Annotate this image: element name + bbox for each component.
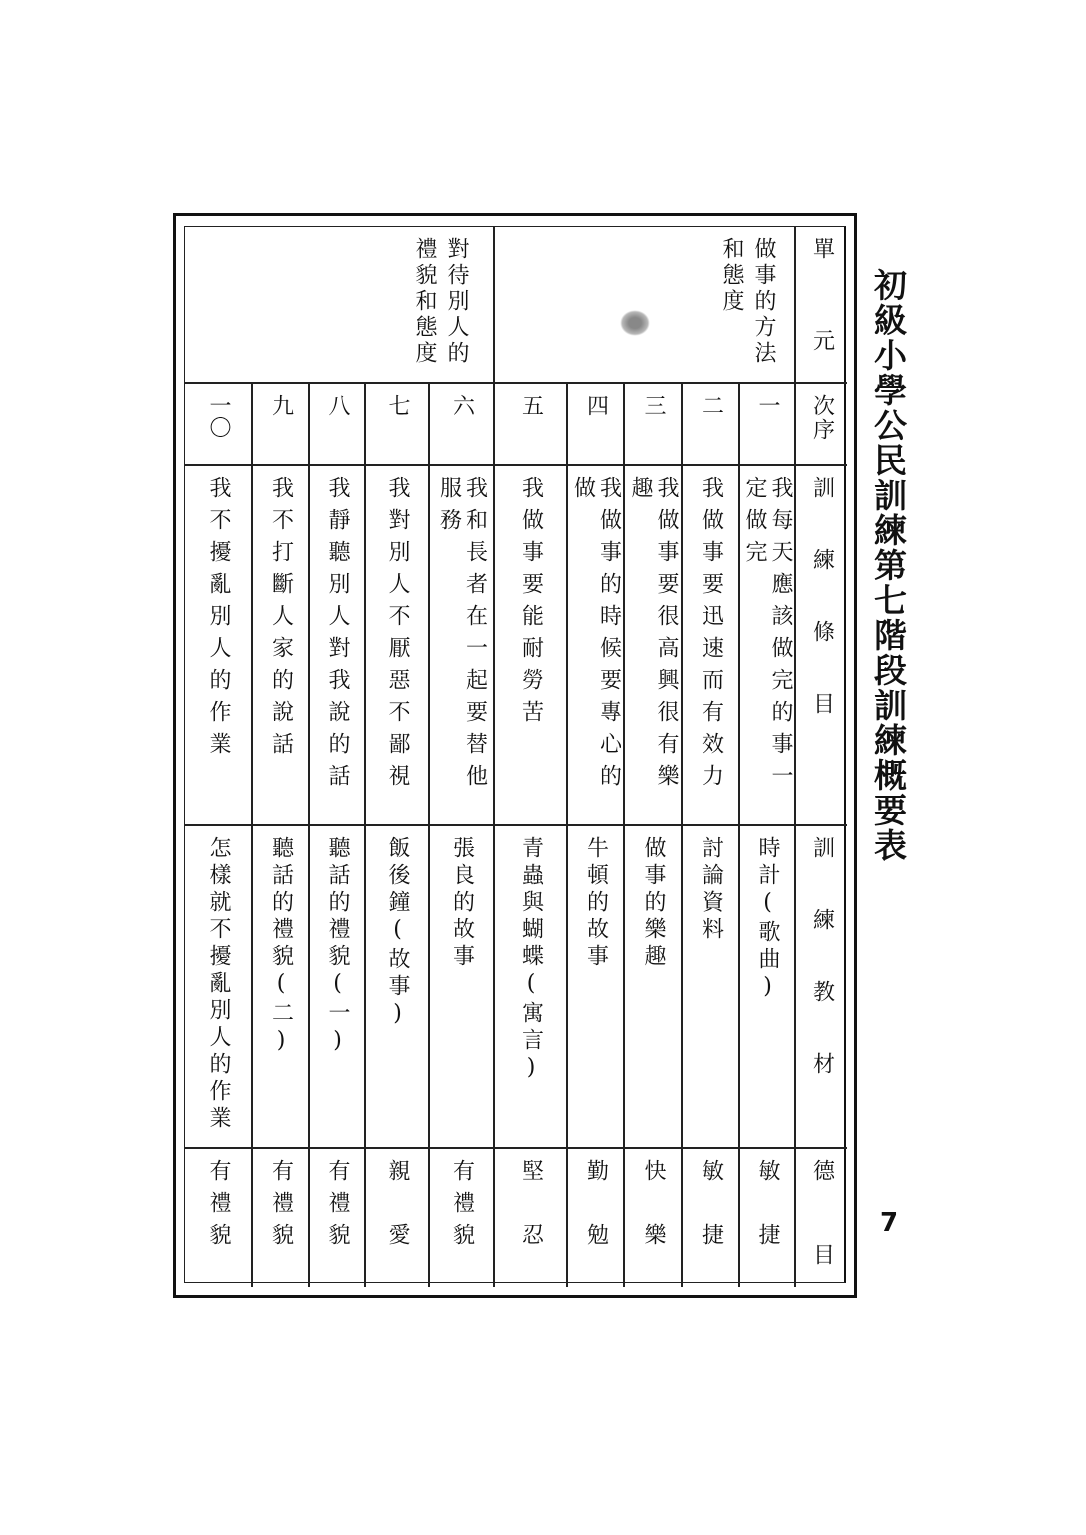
row-training-item xyxy=(308,466,364,826)
row-training-material-text: 怎樣就不擾亂別人的作業 xyxy=(206,836,231,1133)
row-virtue xyxy=(251,1149,308,1287)
header-virtue xyxy=(794,1149,847,1287)
row-sequence xyxy=(251,384,308,466)
row-virtue-text: 有禮貌 xyxy=(325,1159,350,1255)
unit-label-line: 對待別人的 xyxy=(444,237,469,367)
row-sequence-text: 七 xyxy=(385,394,410,416)
ink-smudge-mark xyxy=(620,310,650,336)
row-training-item xyxy=(428,466,493,826)
row-virtue-text: 堅 忍 xyxy=(518,1159,544,1255)
unit-label-line: 做事的方法 xyxy=(751,237,776,367)
row-training-item-text: 我每天應該做完的事一定做完 xyxy=(742,476,793,796)
row-training-item-text: 我做事要能耐勞苦 xyxy=(518,476,544,732)
row-virtue xyxy=(738,1149,794,1287)
header-unit xyxy=(794,227,847,384)
row-sequence-text: 五 xyxy=(518,394,544,416)
row-training-item xyxy=(251,466,308,826)
row-training-material-text: 青蟲與蝴蝶(寓言) xyxy=(518,836,544,1085)
header-items xyxy=(794,466,847,826)
row-virtue xyxy=(681,1149,738,1287)
row-training-item-text: 我做事要迅速而有效力 xyxy=(698,476,724,796)
row-sequence-text: 二 xyxy=(698,394,724,416)
row-sequence xyxy=(493,384,566,466)
row-sequence xyxy=(738,384,794,466)
row-sequence xyxy=(308,384,364,466)
row-virtue-text: 有禮貌 xyxy=(206,1159,231,1255)
row-virtue-text: 有禮貌 xyxy=(449,1159,475,1255)
unit-label-line: 和態度 xyxy=(719,237,744,315)
row-training-material-text: 聽話的禮貌(一) xyxy=(325,836,350,1058)
row-training-material-text: 聽話的禮貌(二) xyxy=(268,836,294,1058)
row-training-item-text: 我不擾亂別人的作業 xyxy=(206,476,231,764)
header-items-text: 訓 練 條 目 xyxy=(809,476,835,728)
row-virtue xyxy=(428,1149,493,1287)
row-training-material xyxy=(251,826,308,1149)
row-sequence xyxy=(364,384,428,466)
row-sequence xyxy=(623,384,681,466)
row-sequence-text: 一 xyxy=(755,394,780,416)
page-number: 7 xyxy=(880,1208,899,1238)
unit-cell xyxy=(185,227,493,384)
row-training-material xyxy=(364,826,428,1149)
row-virtue-text: 有禮貌 xyxy=(268,1159,294,1255)
row-training-item-text: 我做事的時候要專心的做 xyxy=(570,476,622,796)
row-virtue-text: 勤 勉 xyxy=(583,1159,609,1255)
unit-label-line: 禮貌和態度 xyxy=(412,237,437,367)
row-sequence xyxy=(428,384,493,466)
header-sequence-text: 次序 xyxy=(809,394,835,442)
row-virtue xyxy=(566,1149,623,1287)
row-training-material xyxy=(566,826,623,1149)
row-training-material-text: 做事的樂趣 xyxy=(641,836,666,971)
row-training-material xyxy=(681,826,738,1149)
header-unit-text: 單 元 xyxy=(809,237,835,375)
row-sequence-text: 三 xyxy=(641,394,666,416)
row-training-item xyxy=(623,466,681,826)
row-training-material-text: 討論資料 xyxy=(698,836,724,944)
row-training-material-text: 飯後鐘(故事) xyxy=(385,836,410,1031)
training-summary-table xyxy=(173,213,857,1298)
row-training-material xyxy=(493,826,566,1149)
row-training-item xyxy=(738,466,794,826)
row-training-item xyxy=(493,466,566,826)
row-virtue-text: 快 樂 xyxy=(641,1159,666,1255)
row-training-material xyxy=(623,826,681,1149)
row-sequence xyxy=(566,384,623,466)
row-virtue xyxy=(185,1149,251,1287)
table-body xyxy=(184,226,846,1283)
header-sequence xyxy=(794,384,847,466)
row-training-material-text: 時計(歌曲) xyxy=(755,836,780,1004)
row-virtue-text: 敏 捷 xyxy=(698,1159,724,1255)
row-training-item-text: 我對別人不厭惡不鄙視 xyxy=(385,476,410,796)
row-training-item-text: 我靜聽別人對我說的話 xyxy=(325,476,350,796)
row-sequence-text: 六 xyxy=(449,394,475,416)
row-training-item-text: 我不打斷人家的說話 xyxy=(268,476,294,764)
row-training-item xyxy=(185,466,251,826)
row-virtue xyxy=(623,1149,681,1287)
row-training-item xyxy=(681,466,738,826)
row-training-material xyxy=(738,826,794,1149)
row-training-item xyxy=(566,466,623,826)
row-training-item xyxy=(364,466,428,826)
row-training-material-text: 張良的故事 xyxy=(449,836,475,971)
row-sequence-text: 八 xyxy=(325,394,350,416)
row-training-material-text: 牛頓的故事 xyxy=(583,836,609,971)
row-sequence xyxy=(185,384,251,466)
row-training-material xyxy=(428,826,493,1149)
header-materials-text: 訓 練 教 材 xyxy=(809,836,835,1088)
row-virtue xyxy=(308,1149,364,1287)
header-materials xyxy=(794,826,847,1149)
row-training-item-text: 我和長者在一起要替他服務 xyxy=(436,476,488,796)
row-virtue-text: 親 愛 xyxy=(385,1159,410,1255)
unit-cell xyxy=(493,227,794,384)
page-title: 初級小學公民訓練第七階段訓練概要表 xyxy=(869,268,908,863)
row-sequence-text: 一〇 xyxy=(206,394,231,438)
row-sequence-text: 九 xyxy=(268,394,294,416)
row-training-item-text: 我做事要很高興很有樂趣 xyxy=(628,476,679,796)
header-virtue-text: 德 目 xyxy=(809,1159,835,1285)
row-sequence xyxy=(681,384,738,466)
row-sequence-text: 四 xyxy=(583,394,609,416)
row-training-material xyxy=(185,826,251,1149)
row-virtue-text: 敏 捷 xyxy=(755,1159,780,1255)
row-training-material xyxy=(308,826,364,1149)
row-virtue xyxy=(364,1149,428,1287)
row-virtue xyxy=(493,1149,566,1287)
